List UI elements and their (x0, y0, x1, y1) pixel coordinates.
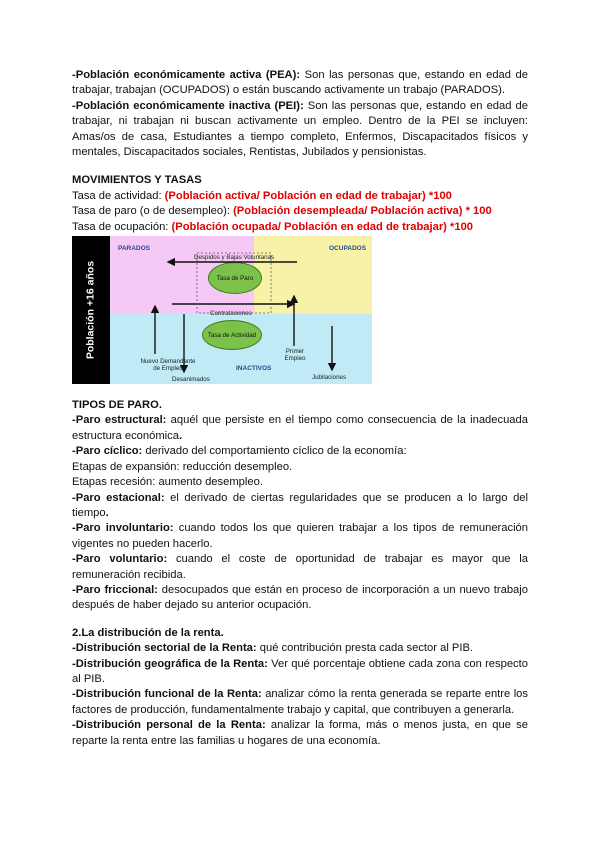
nuevo-demandante-label: Nuevo Demandante de Empleo (140, 358, 196, 373)
renta-heading: 2.La distribución de la renta. (72, 626, 224, 639)
parados-label: PARADOS (118, 245, 151, 253)
tasa-paro-line: Tasa de paro (o de desempleo): (Población desempleada/ Población activa) * 100 (72, 205, 492, 218)
tasa-actividad-ellipse: Tasa de Actividad (202, 320, 262, 350)
pea-paragraph (72, 68, 528, 99)
renta-geografica: -Distribución geográfica de la Renta: Ver qué porcentaje obtiene cada zona con respecto al PIB. (72, 657, 528, 685)
tasa-ocupacion-line: Tasa de ocupación: (Población ocupada/ Población en edad de trabajar) *100 (72, 220, 474, 233)
renta-sectorial: -Distribución sectorial de la Renta: qué contribución presta cada sector al PIB. (72, 642, 474, 655)
contrataciones-label: Contrataciones (210, 310, 252, 318)
paro-involuntario: -Paro involuntario: cuando todos los que quieren trabajar a los tipos de remuneración vigentes no pueden hacerlo. (72, 522, 529, 550)
etapas-recesion: Etapas recesión: aumento desempleo. (72, 476, 263, 489)
inactivos-label: INACTIVOS (236, 365, 272, 373)
pei-title: -Población económicamente inactiva (PEI): (72, 99, 304, 112)
desanimados-label: Desanimados (172, 376, 210, 384)
paro-estacional: -Paro estacional: el derivado de ciertas regularidades que se producen a lo largo del tiempo. (72, 491, 528, 519)
document-page (72, 68, 528, 749)
renta-funcional: -Distribución funcional de la Renta: analizar cómo la renta generada se reparte entre los factores de producción, fundamentalmente trabajo y capital, que contribuyen a generarla. (72, 688, 528, 716)
flow-arrows (72, 236, 372, 384)
tasa-ocupacion-formula: (Población ocupada/ Población en edad de trabajar) *100 (171, 220, 474, 233)
ocupados-label: OCUPADOS (329, 245, 367, 253)
tasa-paro-formula: (Población desempleada/ Población activa) * 100 (233, 205, 492, 218)
population-label: Población +16 años (84, 260, 97, 360)
labour-flow-diagram (72, 236, 372, 384)
primer-empleo-label: Primer Empleo (284, 348, 306, 363)
pei-paragraph (72, 99, 528, 161)
pea-title: -Población económicamente activa (PEA): (72, 69, 301, 81)
etapas-expansion: Etapas de expansión: reducción desempleo. (72, 460, 293, 473)
pei-text: Son las personas que, estando en edad de trabajar, ni trabajan ni buscan activamente un empleo. Dentro de la PEI se incluyen: Amas/os de casa, Estudiantes a tiempo completo, Enfermos, Discapacitados físicos y mentales, Discapacitados sociales, Rentistas, Jubilados y pensionistas. (72, 99, 528, 159)
renta-personal: -Distribución personal de la Renta: analizar la forma, más o menos justa, en que se reparte la renta entre las familias u hogares de una economía. (72, 719, 528, 747)
jubilaciones-label: Jubilaciones (312, 374, 347, 382)
tipos-heading: TIPOS DE PARO. (72, 399, 162, 412)
movimientos-heading: MOVIMIENTOS Y TASAS (72, 174, 202, 187)
paro-estructural: -Paro estructural: aquél que persiste en el tiempo como consecuencia de la inadecuada estructura económica. (72, 414, 528, 442)
tasa-actividad-formula: (Población activa/ Población en edad de trabajar) *100 (164, 189, 452, 202)
paro-friccional: -Paro friccional: desocupados que están en proceso de incorporación a un nuevo trabajo después de haber dejado su anterior ocupación. (72, 583, 528, 612)
tasa-actividad-line: Tasa de actividad: (Población activa/ Población en edad de trabajar) *100 (72, 189, 452, 202)
paro-voluntario: -Paro voluntario: cuando el coste de oportunidad de trabajar es mayor que la remuneración recibida. (72, 553, 528, 581)
pea-text: Son las personas que, estando en edad de trabajar, trabajan (OCUPADOS) o están buscando activamente un trabajo (PARADOS). (72, 69, 528, 97)
tasa-paro-ellipse: Tasa de Paro (208, 262, 262, 294)
paro-ciclico: -Paro cíclico: derivado del comportamiento cíclico de la economía: (72, 445, 407, 458)
despidos-label: Despidos y Bajas Voluntarias (194, 254, 275, 262)
